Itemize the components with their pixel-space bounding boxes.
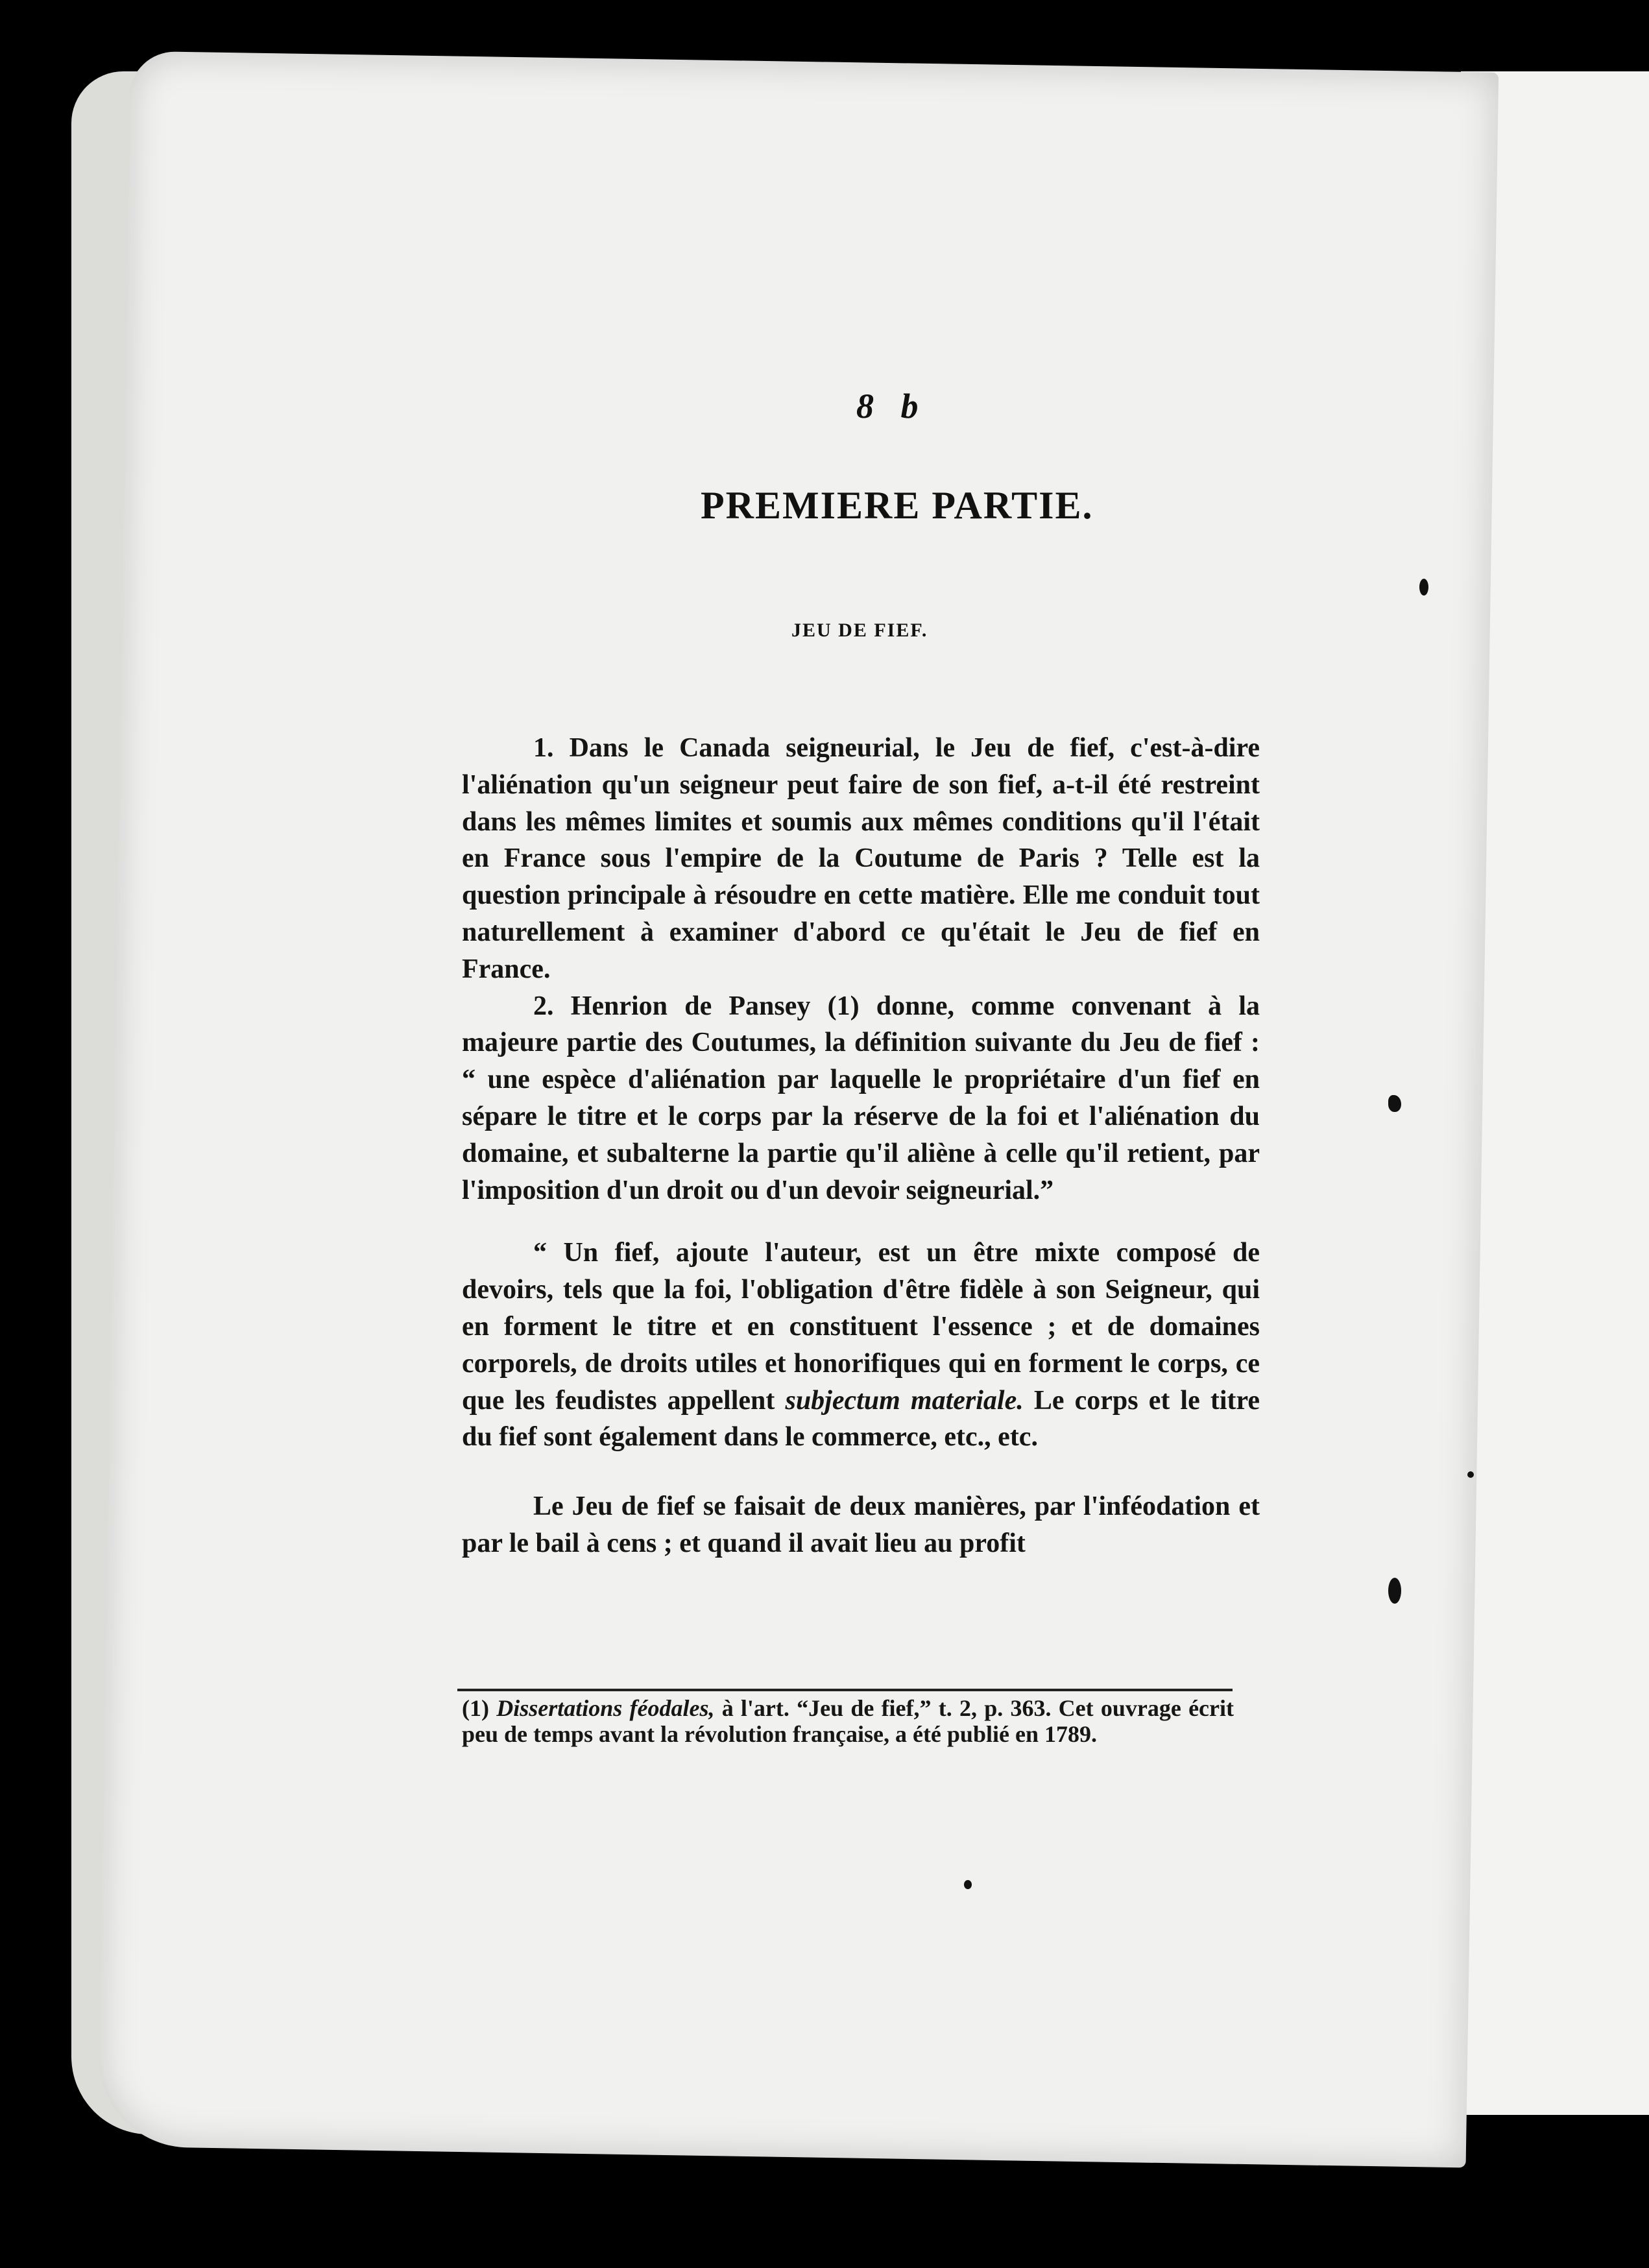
scan-speck	[1388, 1095, 1401, 1112]
section-title: JEU DE FIEF.	[791, 620, 928, 641]
paragraph: 1. Dans le Canada seigneurial, le Jeu de fief, c'est-à-dire l'aliénation qu'un seigneur peut faire de son fief, a-t-il été restreint dans les mêmes limites et soumis aux mêmes conditions qu'il l'était en France sous l'empire de la Coutume de Paris ? Telle est la question principale à résoudre en cette matière. Elle me conduit tout naturellement à examiner d'abord ce qu'était le Jeu de fief en France.	[462, 733, 1260, 984]
quote-text-end: Le corps et le titre du fief sont également dans le commerce, etc., etc.	[462, 1385, 1260, 1453]
footnote-rule	[457, 1689, 1233, 1691]
quote-text: “ Un fief, ajoute l'auteur, est un être mixte composé de devoirs, tels que la foi, l'obligation d'être fidèle à son Seigneur, qui en forment le titre et en constituent l'essence ; et de domaines corporels, de droits utiles et honorifiques qui en forment le corps, ce que les feudistes appellent	[462, 1238, 1260, 1416]
page-number: 8 b	[856, 387, 928, 426]
scan-speck	[1467, 1471, 1474, 1478]
footnote-marker: (1)	[462, 1695, 489, 1721]
footnote	[462, 1695, 1234, 1747]
paragraph: 2. Henrion de Pansey (1) donne, comme convenant à la majeure partie des Coutumes, la définition suivante du Jeu de fief : “ une espèce d'aliénation par laquelle le propriétaire d'un fief en sépare le titre et le corps par la réserve de la foi et l'aliénation du domaine, et subalterne la partie qu'il aliène à celle qu'il retient, par l'imposition d'un droit ou d'un devoir seigneurial.”	[462, 991, 1260, 1205]
footnote-text: à l'art. “Jeu de fief,” t. 2, p. 363. Cet ouvrage écrit peu de temps avant la révolution française, a été publié en 1789.	[462, 1695, 1234, 1747]
footnote-title: Dissertations féodales,	[496, 1695, 715, 1721]
paragraph	[462, 1235, 1260, 1456]
part-title: PREMIERE PARTIE.	[701, 484, 1094, 527]
paragraph: Le Jeu de fief se faisait de deux manières, par l'inféodation et par le bail à cens ; et quand il avait lieu au profit	[462, 1491, 1260, 1558]
italic-term: subjectum materiale.	[785, 1385, 1024, 1416]
scan-speck	[964, 1880, 972, 1889]
scan-speck	[1388, 1578, 1401, 1604]
body-text	[462, 730, 1260, 1562]
scan-speck	[1419, 579, 1428, 596]
